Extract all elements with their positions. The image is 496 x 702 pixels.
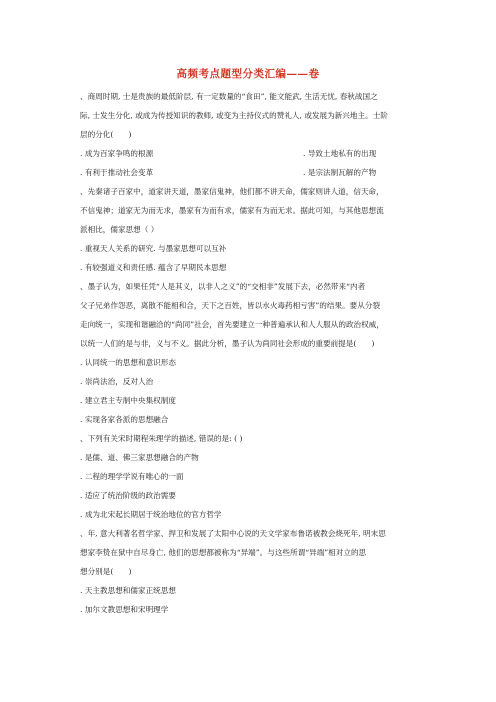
q3-option-b: . 崇尚法治，反对人治 xyxy=(80,377,154,386)
q3-option-c: . 建立君主专制中央集权制度 xyxy=(80,396,176,405)
q3-option-a: . 认同统一的思想和意识形态 xyxy=(80,358,176,367)
q5-line-3: 想分别是( ) xyxy=(80,567,132,576)
q4-option-c: . 适应了统治阶级的政治需要 xyxy=(80,491,176,500)
q2-option-row-2: . 有较强道义和责任感. 蕴含了早期民本思想 xyxy=(80,263,227,272)
q5-option-a: . 天主教思想和儒家正统思想 xyxy=(80,586,176,595)
q3-line-2: 父子兄弟作怨恶，离散不能相和合，天下之百姓，皆以水火毒药相亏害”的结果。要从分裂 xyxy=(80,301,381,310)
q1-line-3: 层的分化( ) xyxy=(80,130,132,139)
q3-option-d: . 实现各家各派的思想融合 xyxy=(80,415,169,424)
q4-line-1: 、下列有关宋时期程朱理学的描述, 错误的是: ( ) xyxy=(80,434,243,443)
q4-option-b: . 二程的理学学说有唯心的一面 xyxy=(80,472,184,481)
q1-option-d: . 是宗法制瓦解的产物 xyxy=(303,168,377,177)
q2-line-3: 派相比，儒家思想（ ） xyxy=(80,225,159,234)
q4-option-d: . 成为北宋起长期居于统治地位的官方哲学 xyxy=(80,510,222,519)
q5-line-2: 想家李贽在狱中自尽身亡, 他们的思想都被称为“异端”。与这些所谓“异端”相对立的思 xyxy=(80,548,367,557)
q1-option-b: . 导致土地私有的出现 xyxy=(303,149,377,158)
q3-line-4: 以统一人们的是与非，义与不义。据此分析，墨子认为尚同社会形成的重要前提是( ) xyxy=(80,339,375,348)
q2-option-row-1: . 重视天人关系的研究. 与墨家思想可以互补 xyxy=(80,244,227,253)
q3-line-3: 走向统一，实现和谐融洽的“尚同”社会，首先要建立一种普遍承认和人人服从的政治权威， xyxy=(80,320,384,329)
q1-option-row-1 xyxy=(80,149,425,159)
q1-option-row-2 xyxy=(80,168,425,178)
q1-line-2: 际, 士发生分化, 或成为传授知识的教师, 或变为主持仪式的赞礼人, 或发展为新兴地主。士阶 xyxy=(80,111,388,120)
q2-line-1: 、先秦诸子百家中，道家讲天道，墨家信鬼神，他们都不讲天命，儒家则讲人道，信天命， xyxy=(80,187,384,196)
q5-option-b: . 加尔文教思想和宋明理学 xyxy=(80,605,169,614)
q4-option-a: . 是儒、道、佛三家思想融合的产物 xyxy=(80,453,199,462)
page-title: 高频考点题型分类汇编——卷 xyxy=(176,68,320,80)
q3-line-1: 、墨子认为，如果任凭“人是其义，以非人之义”的“交相非”发展下去，必然带来“内者 xyxy=(80,282,366,291)
q2-line-2: 不信鬼神；道家无为而无求，墨家有为而有求，儒家有为而无求。据此可知，与其他思想流 xyxy=(80,206,384,215)
q1-option-a: . 成为百家争鸣的根源 xyxy=(80,149,154,158)
q1-line-1: 、商周时期, 士是贵族的最低阶层, 有一定数量的“食田”, 能文能武, 生活无忧, 春秋战国之 xyxy=(80,92,378,101)
q5-line-1: 、年, 意大利著名哲学家、捍卫和发展了太阳中心说的天文学家布鲁诺被教会烧死年, 明末思 xyxy=(80,529,386,538)
q1-option-c: . 有利于推动社会变革 xyxy=(80,168,154,177)
